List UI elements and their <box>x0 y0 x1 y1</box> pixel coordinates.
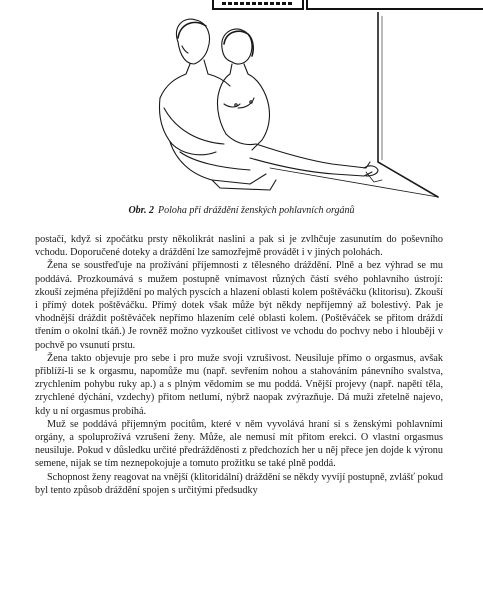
body-text <box>35 233 443 497</box>
paragraph-2: Žena se soustřeďuje na prožívání příjemnosti z tělesného dráždění. Plně a bez výhrad se mu poddává. Prozkoumává s mužem postupně vnímavost různých částí svého pohlavního ústrojí: zkouší zejména přejíždění po malých pyscích a hlazení oblasti kolem poštěváčku (klitorisu). Zkouší i přímý dotek poštěváčku. Přímý dotek však může být někdy nepříjemný až bolestivý. Pak je vhodnější dráždit poštěváček nepřímo hlazením celé oblasti kolem. (Poštěváček se přitom dráždí třením o okolní tkáň.) Je rovněž možno vyzkoušet citlivost ve vchodu do pochvy nebo i hlouběji v pochvě po vsunutí prstu. <box>35 260 443 351</box>
header-box-fragment <box>306 0 483 10</box>
figure-caption <box>40 205 443 216</box>
figure-caption-text: Poloha při dráždění ženských pohlavních orgánů <box>158 205 355 216</box>
paragraph-5: Schopnost ženy reagovat na vnější (klitoridální) dráždění se někdy vyvíjí postupně, zvlášť pokud byl tento způsob dráždění spojen s určitými předsudky <box>35 471 443 496</box>
header-tab-text-fragment <box>222 2 294 5</box>
figure-number: Obr. 2 <box>128 205 154 216</box>
paragraph-4: Muž se poddává příjemným pocitům, které v něm vyvolává hraní si s ženskými pohlavními orgány, a spoluprožívá vzrušení ženy. Může, ale nemusí mít přitom erekci. O vlastní orgasmus neusiluje. Pokud v důsledku určité předrážděnosti z předchozích her u něj přece jen dojde k výronu semene, nijak se tím neznepokojuje a tomuto prožitku se také plně poddá. <box>35 418 443 470</box>
header-tab-fragment <box>212 0 304 10</box>
paragraph-3: Žena takto objevuje pro sebe i pro muže svoji vzrušivost. Neusiluje přímo o orgasmus, avšak přiblíží-li se k orgasmu, napomůže mu (např. sevřením nohou a stahováním pánevního svalstva, zrychlením pohybu ruky ap.) a s plným vědomím se mu poddá. Vnější projevy (např. napětí těla, zrychlené dýchání, vzdechy) přitom netlumí, nýbrž naopak zvýrazňuje. Dá muži zřetelně najevo, kdy u ní orgasmus probíhá. <box>35 352 443 417</box>
wall-line <box>378 12 438 197</box>
paragraph-1: postačí, když si zpočátku prsty několikrát naslini a pak si je zvlhčuje zasunutím do poševního vchodu. Doporučené doteky a dráždění lze samozřejmě provádět i v jiných polohách. <box>35 234 443 259</box>
figure-illustration <box>120 12 440 200</box>
